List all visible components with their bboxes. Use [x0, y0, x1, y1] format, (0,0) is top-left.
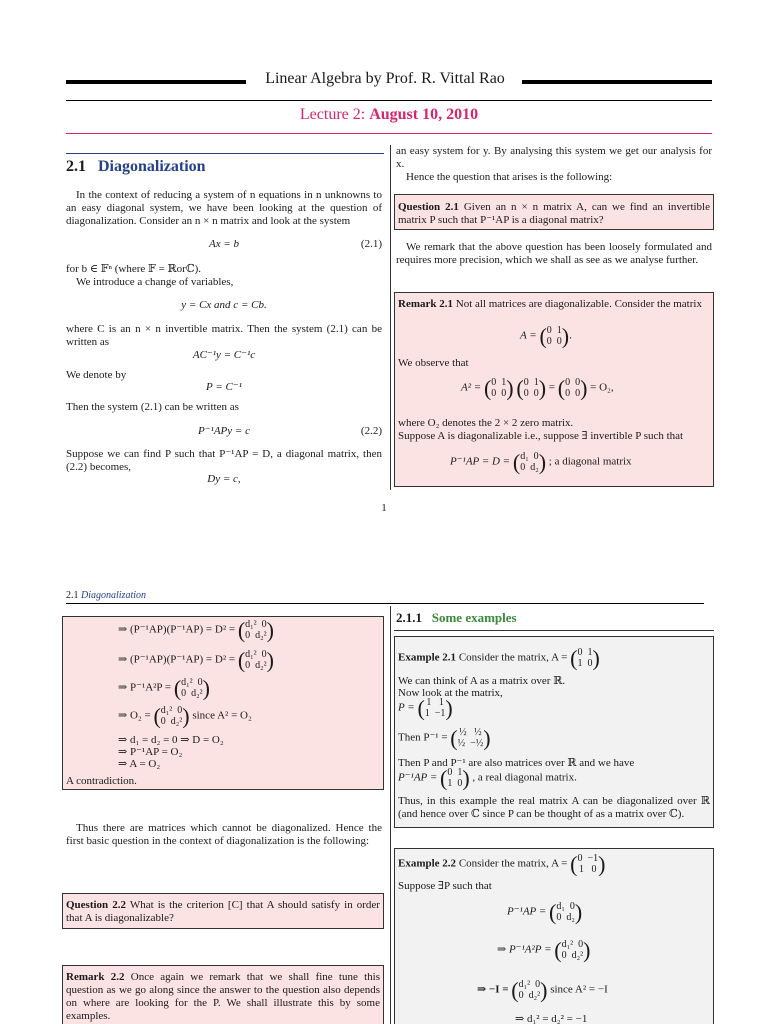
example-2-1-line-3: Then P and P⁻¹ are also matrices over ℝ and we have	[398, 757, 635, 769]
section-number: 2.1	[66, 158, 86, 175]
example-2-1-box	[394, 636, 714, 828]
lecture-date: August 10, 2010	[369, 106, 479, 123]
subsection-number: 2.1.1	[396, 610, 422, 625]
remark-2-1-text: Not all matrices are diagonalizable. Consider the matrix	[455, 298, 702, 310]
example-2-2-last: ⇒ d₁² = d₂² = −1	[515, 1013, 588, 1024]
equation-ac: AC⁻¹y = C⁻¹c	[192, 349, 256, 361]
running-head-rule	[66, 603, 704, 604]
example-2-2-box	[394, 848, 714, 1024]
derivation-line-6: ⇒ P⁻¹AP = O₂	[118, 746, 183, 758]
intro-paragraph: In the context of reducing a system of n equations in n unknowns to an easy diagonal system, we have been looking at the question of diagonalization. Consider an n × n matrix and look at the system	[66, 189, 382, 227]
example-2-1-label: Example 2.1	[398, 651, 457, 664]
example-2-2-text: Consider the matrix, A =	[458, 857, 568, 870]
zero-matrix-label: = O₂,	[590, 381, 614, 394]
example-2-2-pap: P⁻¹AP = ( d₁ 0 0 d₂ )	[507, 899, 583, 925]
running-head-number: 2.1	[66, 590, 79, 601]
equation-change: y = Cx and c = Cb.	[181, 299, 267, 311]
derivation-line-4: ⇒ O₂ = ( d₁² 0 0 d₂² ) since A² = O₂	[118, 703, 252, 729]
subsection-heading	[396, 610, 517, 626]
suppose-a-text: Suppose A is diagonalizable i.e., suppose ∃ invertible P such that	[398, 430, 684, 442]
suppose-text: Suppose we can find P such that P⁻¹AP = D, a diagonal matrix, then (2.2) becomes,	[66, 448, 382, 473]
remark-2-2-label: Remark 2.2	[66, 971, 125, 983]
equation-p-c: P = C⁻¹	[206, 381, 242, 393]
page2-column-divider	[390, 606, 391, 1024]
section-rule	[66, 153, 384, 154]
example-2-2-line-1: Suppose ∃P such that	[398, 880, 492, 892]
matrix-p-def: P = ( 1 1 1 −1 )	[398, 695, 453, 721]
remark-2-1-head	[398, 298, 710, 311]
header-thin-rule	[66, 100, 712, 101]
thus-paragraph: Thus there are matrices which cannot be diagonalized. Hence the first basic question in the context of diagonalization is the following:	[66, 822, 382, 847]
question-2-2-label: Question 2.2	[66, 899, 126, 911]
example-2-1-line-1: We can think of A as a matrix over ℝ.	[398, 675, 566, 687]
equation-2-2	[66, 425, 382, 438]
section-title: Diagonalization	[98, 158, 206, 175]
equation-dy-c: Dy = c,	[207, 473, 241, 485]
equation-2-1	[66, 238, 382, 251]
equals-sign: =	[548, 381, 555, 394]
remark-2-2-text: Once again we remark that we shall fine tune this question as we go along since the answer to the question also depends on where are looking for the P. We shall illustrate this by some examples.	[66, 971, 380, 1022]
header-rule-right	[522, 80, 712, 84]
easy-system-text: an easy system for y. By analysing this system we get our analysis for x.	[396, 145, 712, 170]
remark-2-1-box	[394, 292, 714, 487]
example-2-1-text: Consider the matrix, A =	[458, 651, 568, 664]
we-denote-text: We denote by	[66, 369, 127, 381]
subsection-title: Some examples	[431, 610, 517, 625]
lecture-prefix: Lecture 2:	[299, 106, 366, 123]
where-o2-text: where O₂ denotes the 2 × 2 zero matrix.	[398, 417, 574, 429]
p-ap-real: P⁻¹AP = ( 0 1 1 0 ) , a real diagonal matrix.	[398, 765, 577, 791]
question-2-2-text: What is the criterion [C] that A should satisfy in order that A is diagonalizable?	[66, 899, 380, 924]
contradiction-text: A contradiction.	[66, 775, 137, 787]
a-squared-label: A² =	[461, 381, 482, 394]
question-2-2-box	[62, 893, 384, 929]
equation-ax-b: Ax = b	[208, 238, 240, 250]
matrix-p-inverse: Then P⁻¹ = ( ½ ½ ½ −½ )	[398, 725, 491, 751]
example-2-1-line-4: Thus, in this example the real matrix A can be diagonalized over ℝ (and hence over ℂ since P can be thought of as a matrix over ℂ).	[398, 795, 710, 820]
equation-number-2-2: (2.2)	[360, 425, 382, 437]
matrix-a-def: A = ( 0 1 0 0 ).	[520, 323, 572, 349]
derivation-line-1: ⇒ (P⁻¹AP)(P⁻¹AP) = D² = ( d₁² 0 0 d₂² )	[118, 617, 274, 643]
a-squared-eq: A² = ( 0 1 0 0 ) ( 0 1 0 0 ) = ( 0 0 0 0 ) = O₂,	[461, 375, 614, 401]
then-system-text: Then the system (2.1) can be written as	[66, 401, 239, 413]
equation-papy: P⁻¹APy = c	[198, 425, 250, 437]
lecture-rule	[66, 133, 712, 134]
question-2-1-box	[394, 194, 714, 230]
running-head-title: Diagonalization	[81, 590, 147, 601]
where-c-text: where C is an n × n invertible matrix. Then the system (2.1) can be written as	[66, 323, 382, 348]
running-head	[66, 590, 146, 602]
remark-loose-text: We remark that the above question has been loosely formulated and requires more precision, which we shall as see as we analyse further.	[396, 241, 712, 266]
derivation-line-5: ⇒ d₁ = d₂ = 0 ⇒ D = O₂	[118, 734, 224, 746]
diagonal-matrix-text: ; a diagonal matrix	[548, 455, 632, 468]
header-rule-left	[66, 80, 246, 84]
example-2-2-head: Example 2.2 Consider the matrix, A = ( 0 −1 1 0 )	[398, 851, 606, 877]
subsection-rule	[394, 630, 714, 631]
example-2-2-neg: ⇒ −I = ( d₁² 0 0 d₂² ) since A² = −I	[477, 977, 608, 1003]
for-b-text: for b ∈ 𝔽ⁿ (where 𝔽 = ℝorℂ).	[66, 263, 202, 275]
since-a2-text: since A² = O₂	[192, 709, 252, 722]
example-2-1-head: Example 2.1 Consider the matrix, A = ( 0 1 1 0 )	[398, 645, 600, 671]
example-2-1-line-2: Now look at the matrix,	[398, 687, 503, 699]
remark-2-1-label: Remark 2.1	[398, 298, 453, 310]
hence-text: Hence the question that arises is the following:	[406, 171, 613, 183]
section-heading	[66, 158, 206, 176]
question-2-1-text: Given an n × n matrix A, can we find an invertible matrix P such that P⁻¹AP is a diagonal matrix?	[398, 201, 710, 226]
column-divider	[390, 145, 391, 490]
change-vars-text: We introduce a change of variables,	[76, 276, 234, 288]
derivation-box	[62, 616, 384, 790]
matrix-a-label: A =	[520, 329, 537, 342]
lecture-heading	[66, 106, 712, 124]
derivation-line-3: ⇒ P⁻¹A²P = ( d₁² 0 0 d₂² )	[118, 675, 210, 701]
lecture-notes-title: Linear Algebra by Prof. R. Vittal Rao	[265, 70, 505, 87]
derivation-line-2: ⇒ (P⁻¹AP)(P⁻¹AP) = D² = ( d₁² 0 0 d₂² )	[118, 647, 274, 673]
derivation-line-7: ⇒ A = O₂	[118, 758, 161, 770]
example-2-2-label: Example 2.2	[398, 857, 457, 870]
example-2-2-pa2p: ⇒ P⁻¹A²P = ( d₁² 0 0 d₂² )	[497, 937, 591, 963]
p-ap-d-label: P⁻¹AP = D =	[450, 455, 511, 468]
page-number: 1	[381, 502, 387, 514]
question-2-1-label: Question 2.1	[398, 201, 459, 213]
remark-2-2-box	[62, 965, 384, 1024]
equation-number-2-1: (2.1)	[360, 238, 382, 250]
observe-text: We observe that	[398, 357, 469, 369]
p-ap-d-eq: P⁻¹AP = D = ( d₁ 0 0 d₂ ) ; a diagonal matrix	[450, 449, 632, 475]
